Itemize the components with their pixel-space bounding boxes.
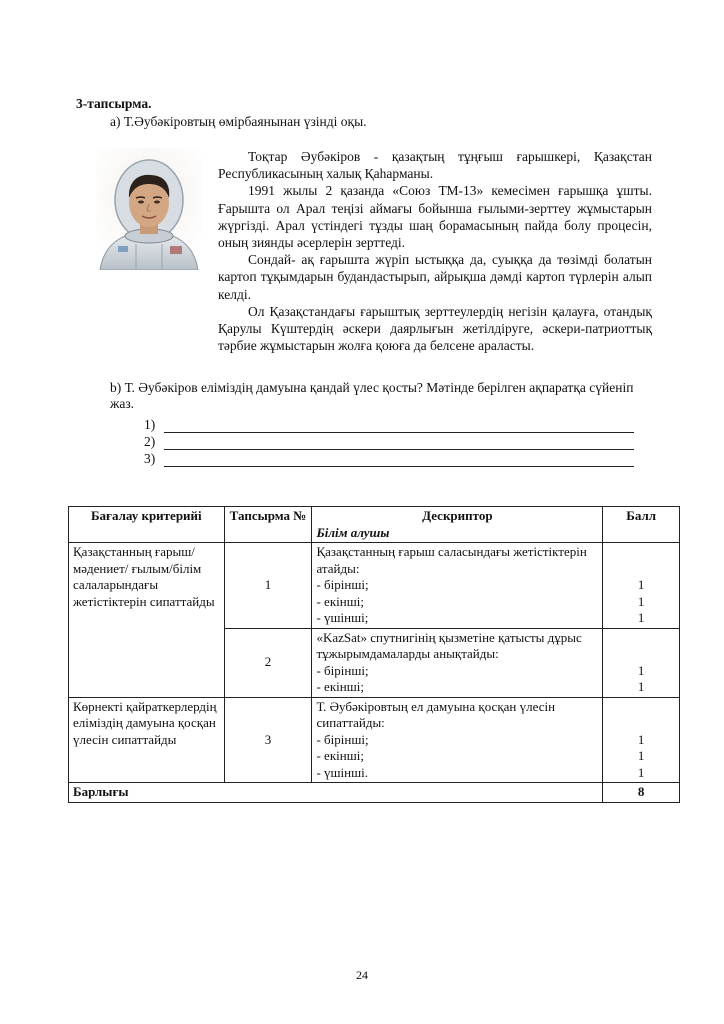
header-task: Тапсырма №	[224, 507, 312, 543]
point-value: 1	[637, 679, 645, 694]
answer-lines	[144, 416, 634, 467]
point-value: 1	[637, 662, 645, 678]
answer-number: 1)	[144, 417, 156, 432]
assessment-rubric-table	[68, 506, 680, 803]
answer-line[interactable]	[164, 420, 634, 433]
descriptor-line: «KazSat» спутнигінің қызметіне қатысты дұрыс тұжырымдамаларды анықтайды:	[316, 629, 582, 661]
cosmonaut-photo	[96, 148, 202, 270]
point-value: 1	[637, 748, 645, 763]
descriptor-line: - үшінші.	[316, 764, 368, 780]
point-value: 1	[637, 610, 645, 625]
total-label: Барлығы	[69, 783, 603, 803]
bio-paragraph: 1991 жылы 2 қазанда «Союз ТМ-13» кемесімен ғарышқа ұшты. Ғарышта ол Арал теңізі аймағы бойынша ғылыми-зерттеу жұмыстарын жүргізді. Арал үстіндегі тұзды шаң борамасының пайда болу процесін, оның зиянды әсерлерін зерттеді.	[218, 183, 652, 251]
descriptor-line: - екінші;	[316, 748, 364, 763]
points-cell	[603, 697, 680, 783]
descriptor-line: - бірінші;	[316, 577, 369, 592]
descriptor-line: Қазақстанның ғарыш саласындағы жетістіктерін атайды:	[316, 544, 587, 576]
descriptor-line: Т. Әубәкіровтың ел дамуына қосқан үлесін сипаттайды:	[316, 698, 556, 730]
header-criteria: Бағалау критерийі	[69, 507, 225, 543]
task-number-cell: 2	[224, 628, 312, 697]
task-part-a: а) Т.Әубәкіровтың өмірбаянынан үзінді оқы.	[110, 114, 367, 129]
task-number-cell: 3	[224, 697, 312, 783]
table-header-row	[69, 507, 680, 543]
descriptor-line: - екінші;	[316, 593, 364, 609]
criteria-cell: Көрнекті қайраткерлердің еліміздің дамуына қосқан үлесін сипаттайды	[69, 697, 225, 783]
descriptor-line: - бірінші;	[316, 731, 369, 747]
biography-text	[218, 148, 652, 354]
descriptor-line: - екінші;	[316, 679, 364, 694]
point-value: 1	[637, 731, 645, 747]
criteria-cell: Қазақстанның ғарыш/мәдениет/ ғылым/білім салаларындағы жетістіктерін сипаттайды	[69, 543, 225, 698]
total-value: 8	[603, 783, 680, 803]
answer-row	[144, 433, 634, 450]
table-total-row	[69, 783, 680, 803]
descriptor-line: - бірінші;	[316, 662, 369, 678]
points-cell	[603, 628, 680, 697]
header-descriptor-label: Дескриптор	[422, 508, 493, 523]
point-value: 1	[637, 764, 645, 780]
point-value: 1	[637, 577, 645, 592]
bio-paragraph: Ол Қазақстандағы ғарыштық зерттеулердің негізін қалауға, отандық Қарулы Күштердің әскери даярлығын жетілдіруге, әскери-патриоттық тәрбие жұмыстарын жолға қоюға да белсене араласты.	[218, 303, 652, 354]
answer-row	[144, 416, 634, 433]
bio-paragraph: Тоқтар Әубәкіров - қазақтың тұңғыш ғарышкері, Қазақстан Республикасының халық Қаһарманы.	[218, 149, 652, 182]
header-points: Балл	[603, 507, 680, 543]
points-cell	[603, 543, 680, 629]
question-b: b) Т. Әубәкіров еліміздің дамуына қандай үлес қосты? Мәтінде берілген ақпаратқа сүйеніп жаз.	[110, 380, 634, 411]
answer-number: 3)	[144, 451, 156, 466]
answer-number: 2)	[144, 434, 156, 449]
header-descriptor-sub: Білім алушы	[316, 524, 390, 540]
answer-line[interactable]	[164, 437, 634, 450]
descriptor-cell	[312, 697, 603, 783]
descriptor-line: - үшінші;	[316, 610, 369, 625]
page-number: 24	[356, 968, 368, 982]
task-number-cell: 1	[224, 543, 312, 629]
point-value: 1	[637, 593, 645, 609]
task-title: 3-тапсырма.	[76, 96, 152, 111]
answer-row	[144, 450, 634, 467]
answer-line[interactable]	[164, 454, 634, 467]
table-row	[69, 697, 680, 783]
descriptor-cell	[312, 543, 603, 629]
table-row	[69, 543, 680, 629]
bio-paragraph: Сондай- ақ ғарышта жүріп ыстыққа да, суыққа да төзімді болатын картоп тұқымдарын будандастырып, айрықша дәмді картоп түрлерін алып келді.	[218, 252, 652, 302]
header-descriptor	[312, 507, 603, 543]
descriptor-cell	[312, 628, 603, 697]
